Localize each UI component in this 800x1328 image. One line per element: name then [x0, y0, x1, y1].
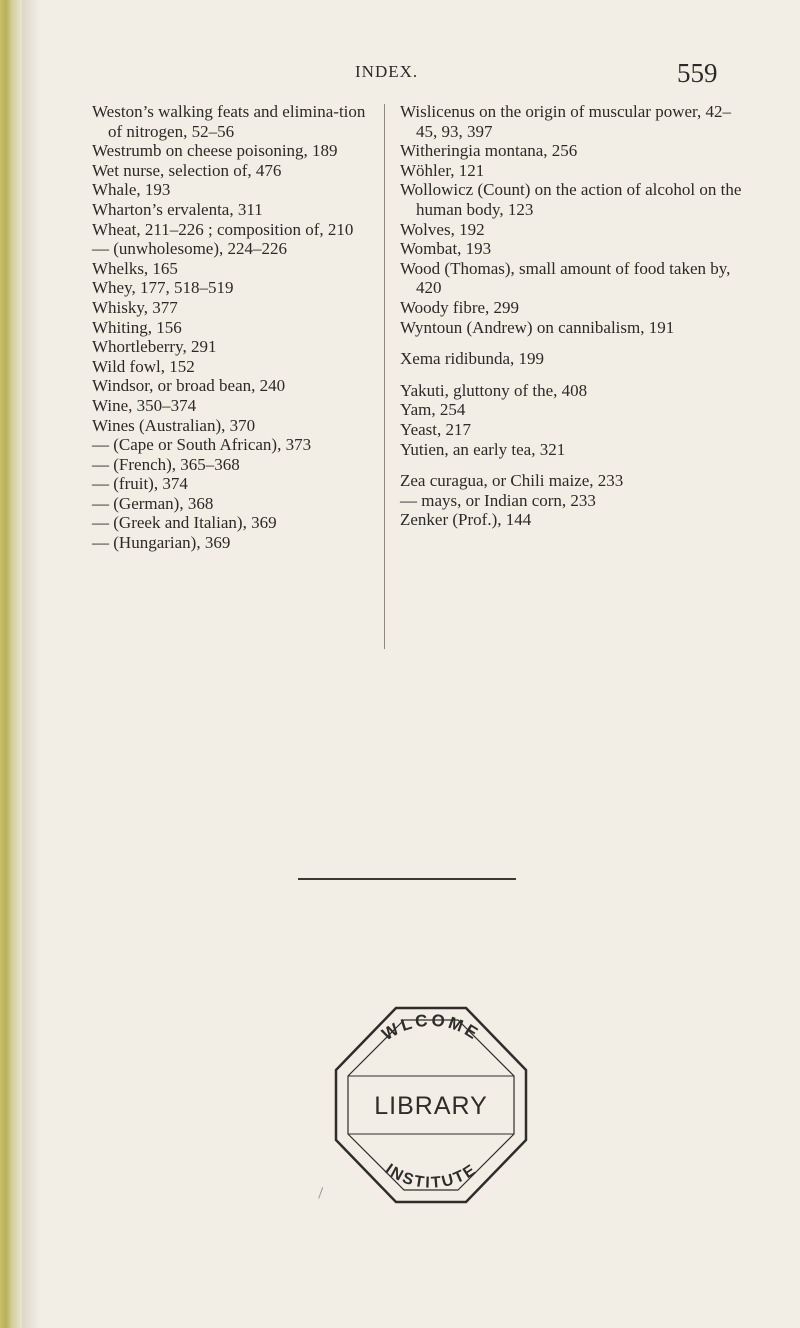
- index-entry: Wheat, 211–226 ; composition of, 210: [92, 219, 354, 239]
- running-title: INDEX.: [355, 62, 419, 81]
- index-entry: Whortleberry, 291: [92, 337, 217, 357]
- index-entry: Weston’s walking feats and elimina-tion of nitrogen, 52–56: [92, 102, 366, 141]
- letter-section-gap: [400, 459, 745, 471]
- index-entry: Wombat, 193: [400, 239, 492, 259]
- index-entry: Wolves, 192: [400, 219, 485, 239]
- letter-section-gap: [400, 337, 745, 349]
- page-number: 559: [677, 58, 718, 88]
- index-entry: Whiting, 156: [92, 317, 182, 337]
- stamp-top-text: WLCOME: [378, 1010, 484, 1045]
- index-entry: Zea curagua, or Chili maize, 233: [400, 471, 624, 491]
- svg-text:INSTITUTE: [382, 1161, 480, 1192]
- index-entry: Wine, 350–374: [92, 395, 197, 415]
- index-column-left: [92, 102, 382, 553]
- stamp-bottom-text: INSTITUTE: [381, 1160, 481, 1192]
- index-entry: Yeast, 217: [400, 419, 472, 439]
- index-entry: — (Greek and Italian), 369: [92, 513, 277, 533]
- end-of-index-rule: [298, 878, 516, 880]
- book-binding-edge: [0, 0, 22, 1328]
- index-entry: Yam, 254: [400, 400, 466, 420]
- index-entry: — (unwholesome), 224–226: [92, 239, 288, 259]
- index-entry: Zenker (Prof.), 144: [400, 510, 532, 530]
- stamp-seal-graphic: [326, 1000, 536, 1210]
- index-entry: Whey, 177, 518–519: [92, 278, 234, 298]
- index-entry: Wöhler, 121: [400, 160, 485, 180]
- index-entry: Westrumb on cheese poisoning, 189: [92, 141, 338, 161]
- index-entry: — (German), 368: [92, 493, 214, 513]
- index-entry: — (French), 365–368: [92, 454, 240, 474]
- column-divider: [384, 104, 385, 649]
- index-entry: Whale, 193: [92, 180, 171, 200]
- index-entry: — mays, or Indian corn, 233: [400, 490, 596, 510]
- index-entry: — (Hungarian), 369: [92, 533, 231, 553]
- index-entry: Wyntoun (Andrew) on cannibalism, 191: [400, 317, 675, 337]
- index-entry: Woody fibre, 299: [400, 297, 520, 317]
- index-entry: Wet nurse, selection of, 476: [92, 160, 282, 180]
- index-entry: — (fruit), 374: [92, 474, 188, 494]
- stamp-center-text: LIBRARY: [374, 1092, 488, 1120]
- index-entry: Witheringia montana, 256: [400, 141, 578, 161]
- gutter-shadow: [22, 0, 40, 1328]
- index-entry: Wharton’s ervalenta, 311: [92, 199, 263, 219]
- index-entry: Whisky, 377: [92, 297, 178, 317]
- index-column-right: [400, 102, 745, 530]
- index-entry: Wines (Australian), 370: [92, 415, 256, 435]
- index-entry: Wislicenus on the origin of muscular power, 42–45, 93, 397: [400, 102, 732, 141]
- index-entry: Wollowicz (Count) on the action of alcohol on the human body, 123: [400, 180, 742, 219]
- library-stamp: [326, 1000, 536, 1210]
- index-entry: Whelks, 165: [92, 258, 178, 278]
- index-entry: Wood (Thomas), small amount of food taken by, 420: [400, 258, 731, 298]
- index-entry: Yakuti, gluttony of the, 408: [400, 380, 588, 400]
- index-entry: Wild fowl, 152: [92, 356, 195, 376]
- index-entry: Xema ridibunda, 199: [400, 349, 544, 369]
- letter-section-gap: [400, 369, 745, 381]
- index-entry: Yutien, an early tea, 321: [400, 439, 566, 459]
- index-entry: — (Cape or South African), 373: [92, 435, 312, 455]
- running-head: [0, 58, 800, 98]
- index-entry: Windsor, or broad bean, 240: [92, 376, 286, 396]
- svg-text:WLCOME: [379, 1011, 484, 1045]
